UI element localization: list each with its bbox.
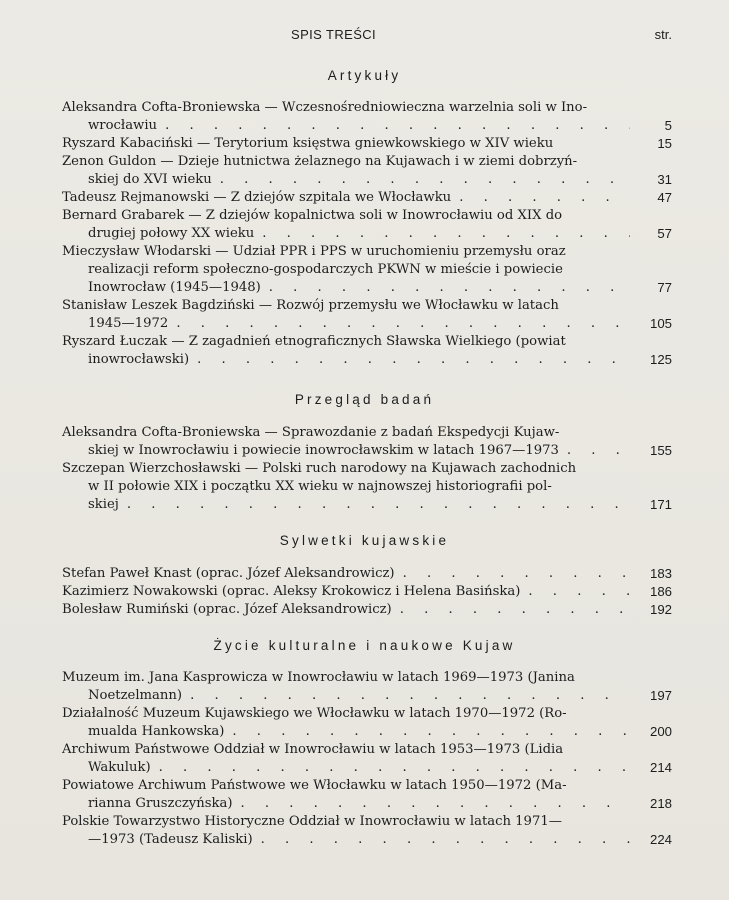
page-number: 183: [649, 566, 672, 581]
page-number: 15: [657, 136, 672, 151]
leader-dots: [400, 601, 630, 619]
toc-entry: [62, 297, 672, 333]
leader-dots: [403, 565, 630, 583]
page-column-label: str.: [654, 27, 672, 42]
toc-entry-line: skiej do XVI wieku: [88, 172, 212, 187]
toc-entry-line: Zenon Guldon — Dzieje hutnictwa żelaznego na Kujawach i w ziemi dobrzyń-: [62, 154, 578, 169]
page-number: 155: [649, 443, 672, 458]
toc-entry-line: 1945—1972: [88, 316, 169, 331]
toc-entry-line: Kazimierz Nowakowski (oprac. Aleksy Krokowicz i Helena Basińska): [62, 584, 521, 599]
toc-entry: [62, 153, 672, 189]
toc-entry: [62, 207, 672, 243]
page-number: 200: [649, 724, 672, 739]
toc-entry-line: Tadeusz Rejmanowski — Z dziejów szpitala we Włocławku: [62, 190, 452, 205]
toc-entry-line: Mieczysław Włodarski — Udział PPR i PPS w uruchomieniu przemysłu oraz: [62, 244, 566, 259]
toc-entry-line: Stefan Paweł Knast (oprac. Józef Aleksandrowicz): [62, 566, 395, 581]
toc-entry: [62, 135, 672, 153]
leader-dots: [232, 723, 630, 741]
toc-entry-line: inowrocławski): [88, 352, 190, 367]
page-number: 31: [657, 172, 672, 187]
toc-entry: [62, 243, 672, 297]
toc-entry-line: mualda Hankowska): [88, 724, 225, 739]
page-number: 77: [657, 280, 672, 295]
page-number: 47: [657, 190, 672, 205]
leader-dots: [165, 117, 630, 135]
toc-entry: [62, 424, 672, 460]
page-number: 125: [649, 352, 672, 367]
toc-entry-line: Bernard Grabarek — Z dziejów kopalnictwa soli w Inowrocławiu od XIX do: [62, 208, 563, 223]
leader-dots: [261, 831, 630, 849]
toc-entry: [62, 333, 672, 369]
leader-dots: [197, 351, 630, 369]
section-title-profiles: Sylwetki kujawskie: [279, 533, 450, 548]
toc-entry-line: skiej: [88, 497, 119, 512]
toc-entry: [62, 565, 672, 583]
leader-dots: [528, 583, 630, 601]
toc-entry-line: wrocławiu: [88, 118, 158, 133]
leader-dots: [262, 225, 630, 243]
section-title-articles: Artykuły: [327, 68, 402, 83]
toc-entry-line: Aleksandra Cofta-Broniewska — Wczesnośredniowieczna warzelnia soli w Ino-: [62, 100, 588, 115]
leader-dots: [176, 315, 630, 333]
page-title: SPIS TREŚCI: [291, 27, 377, 42]
section-title-culture: Życie kulturalne i naukowe Kujaw: [213, 638, 516, 653]
toc-entry-line: Ryszard Łuczak — Z zagadnień etnograficznych Sławska Wielkiego (powiat: [62, 334, 566, 349]
page-number: 57: [657, 226, 672, 241]
toc-entry: [62, 583, 672, 601]
toc-entry-line: Inowrocław (1945—1948): [88, 280, 261, 295]
toc-entry-line: Muzeum im. Jana Kasprowicza w Inowrocławiu w latach 1969—1973 (Janina: [62, 670, 575, 685]
toc-entry-line: rianna Gruszczyńska): [88, 796, 233, 811]
leader-dots: [241, 795, 630, 813]
page-number: 186: [649, 584, 672, 599]
toc-entry-line: Szczepan Wierzchosławski — Polski ruch narodowy na Kujawach zachodnich: [62, 461, 577, 476]
section-title-research-review: Przegląd badań: [294, 392, 435, 407]
toc-entry: [62, 741, 672, 777]
toc-entry: [62, 601, 672, 619]
toc-entry-line: Noetzelmann): [88, 688, 183, 703]
toc-entry-line: Działalność Muzeum Kujawskiego we Włocławku w latach 1970—1972 (Ro-: [62, 706, 567, 721]
toc-entry-line: Bolesław Rumiński (oprac. Józef Aleksandrowicz): [62, 602, 392, 617]
toc-entry-line: Ryszard Kabaciński — Terytorium księstwa gniewkowskiego w XIV wieku: [62, 136, 554, 151]
toc-entry-line: Powiatowe Archiwum Państwowe we Włocławku w latach 1950—1972 (Ma-: [62, 778, 567, 793]
page-number: 197: [649, 688, 672, 703]
toc-entry-line: Aleksandra Cofta-Broniewska — Sprawozdanie z badań Ekspedycji Kujaw-: [62, 425, 560, 440]
page-number: 171: [649, 497, 672, 512]
toc-entry-line: —1973 (Tadeusz Kaliski): [88, 832, 253, 847]
page-number: 224: [649, 832, 672, 847]
leader-dots: [127, 496, 630, 514]
toc-entry-line: realizacji reform społeczno-gospodarczych PKWN w mieście i powiecie: [88, 262, 563, 277]
leader-dots: [190, 687, 630, 705]
toc-entry: [62, 705, 672, 741]
page-number: 105: [649, 316, 672, 331]
toc-entry: [62, 813, 672, 849]
toc-entry-line: drugiej połowy XX wieku: [88, 226, 255, 241]
leader-dots: [159, 759, 630, 777]
toc-entry-line: Polskie Towarzystwo Historyczne Oddział w Inowrocławiu w latach 1971—: [62, 814, 562, 829]
leader-dots: [269, 279, 630, 297]
toc-entry-line: Stanisław Leszek Bagdziński — Rozwój przemysłu we Włocławku w latach: [62, 298, 559, 313]
toc-entry: [62, 189, 672, 207]
toc-entry-line: Archiwum Państwowe Oddział w Inowrocławiu w latach 1953—1973 (Lidia: [62, 742, 564, 757]
page-number: 214: [649, 760, 672, 775]
toc-entry-line: skiej w Inowrocławiu i powiecie inowrocławskim w latach 1967—1973: [88, 443, 559, 458]
page-number: 192: [649, 602, 672, 617]
toc-entry: [62, 99, 672, 135]
page-number: 5: [664, 118, 672, 133]
leader-dots: [220, 171, 630, 189]
toc-entry: [62, 669, 672, 705]
page-number: 218: [649, 796, 672, 811]
toc-entry: [62, 777, 672, 813]
toc-entry-line: Wakuluk): [88, 760, 151, 775]
toc-entry: [62, 460, 672, 514]
toc-entry-line: w II połowie XIX i początku XX wieku w najnowszej historiografii pol-: [88, 479, 552, 494]
leader-dots: [567, 442, 630, 460]
leader-dots: [459, 189, 630, 207]
